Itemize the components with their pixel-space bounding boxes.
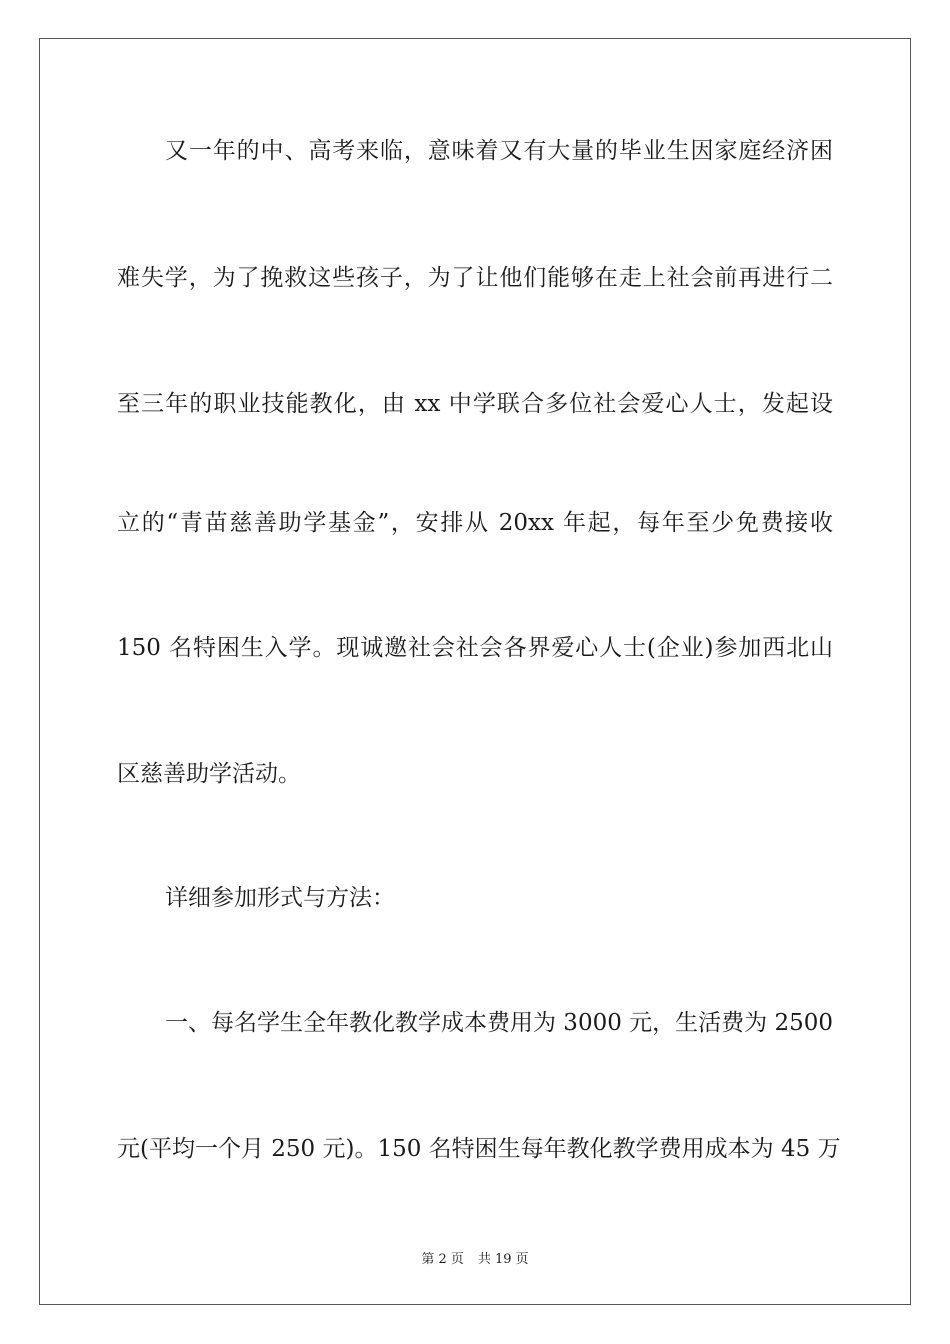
paragraph-1-line-5: 150 名特困生入学。现诚邀社会社会各界爱心人士(企业)参加西北山	[117, 635, 833, 661]
page-total: 共 19 页	[477, 1252, 529, 1267]
paragraph-1-line-2: 难失学，为了挽救这些孩子，为了让他们能够在走上社会前再进行二	[117, 265, 833, 291]
page-frame	[39, 38, 911, 1305]
paragraph-1-line-6: 区慈善助学活动。	[117, 761, 301, 787]
paragraph-1-line-4: 立的“青苗慈善助学基金”，安排从 20xx 年起，每年至少免费接收	[117, 510, 833, 536]
paragraph-1-line-3: 至三年的职业技能教化，由 xx 中学联合多位社会爱心人士，发起设	[117, 391, 833, 417]
paragraph-3-line-1: 一、每名学生全年教化教学成本费用为 3000 元，生活费为 2500	[165, 1010, 833, 1036]
page-number: 第 2 页	[421, 1252, 464, 1267]
paragraph-1-line-1: 又一年的中、高考来临，意味着又有大量的毕业生因家庭经济困	[165, 138, 833, 164]
paragraph-2-line-1: 详细参加形式与方法：	[165, 885, 395, 911]
page-footer	[0, 1248, 950, 1267]
paragraph-3-line-2: 元(平均一个月 250 元)。150 名特困生每年教化教学费用成本为 45 万	[117, 1136, 841, 1162]
